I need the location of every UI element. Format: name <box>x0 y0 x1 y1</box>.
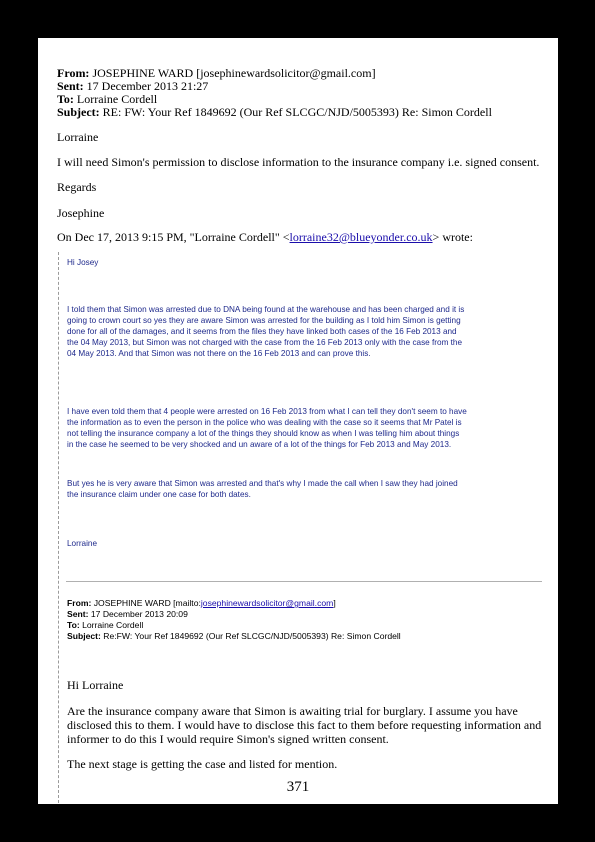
quoted-para2-line: I have even told them that 4 people were arrested on 16 Feb 2013 from what I can tell they don't seem to have <box>67 407 467 416</box>
forwarded-para1-line: Are the insurance company aware that Simon is awaiting trial for burglary. I assume you have <box>67 704 518 718</box>
reply-regards: Regards <box>57 180 97 194</box>
quoted-para1-line: done for all of the damages, and it seems from the files they have linked both cases of the 16 Feb 2013 and <box>67 327 457 336</box>
header-sent: Sent: 17 December 2013 21:27 <box>57 79 209 93</box>
forwarded-para1-line: disclosed this to them. I would have to disclose this fact to them before requesting information and <box>67 718 542 732</box>
forwarded-subject: Subject: Re:FW: Your Ref 1849692 (Our Ref SLCGC/NJD/5005393) Re: Simon Cordell <box>67 631 401 641</box>
quoted-para1-line: the 04 May 2013, but Simon was not charged with the case from the 16 Feb 2013 only with the case from the <box>67 338 463 347</box>
reply-salutation: Lorraine <box>57 130 99 144</box>
quoted-greeting: Hi Josey <box>67 258 99 267</box>
divider <box>66 581 542 582</box>
quoted-message <box>58 252 543 803</box>
header-to: To: Lorraine Cordell <box>57 92 158 106</box>
forwarded-greeting: Hi Lorraine <box>67 678 124 692</box>
forwarded-to: To: Lorraine Cordell <box>67 620 144 630</box>
quoted-signoff: Lorraine <box>67 539 98 548</box>
email-link-josephine[interactable]: josephinewardsolicitor@gmail.com <box>200 598 334 608</box>
quoted-para2-line: in the case he seemed to be very shocked and un aware of a lot of the things for Feb 2013 and May 2013. <box>67 440 452 449</box>
quoted-para1-line: 04 May 2013. And that Simon was not there on the 16 Feb 2013 and can prove this. <box>67 349 371 358</box>
forwarded-para1-line: informer to do this I would require Simon's signed written consent. <box>67 732 389 746</box>
page-number: 371 <box>286 779 310 795</box>
quoted-para2-line: the information as to even the person in the police who was dealing with the case so it seems that Mr Patel is <box>67 418 462 427</box>
document-page <box>38 38 558 804</box>
reply-wrote-line: On Dec 17, 2013 9:15 PM, "Lorraine Cordell" <lorraine32@blueyonder.co.uk> wrote: <box>57 230 473 244</box>
quoted-para3-line: the insurance claim under one case for both dates. <box>67 490 251 499</box>
header-subject: Subject: RE: FW: Your Ref 1849692 (Our Ref SLCGC/NJD/5005393) Re: Simon Cordell <box>57 105 492 119</box>
email-link-lorraine[interactable]: lorraine32@blueyonder.co.uk <box>289 230 433 244</box>
quoted-para2-line: not telling the insurance company a lot of the things they should know as when I was telling him about things <box>67 429 460 438</box>
reply-signature: Josephine <box>57 206 105 220</box>
forwarded-para2: The next stage is getting the case and listed for mention. <box>67 757 338 771</box>
header-from: From: JOSEPHINE WARD [josephinewardsolicitor@gmail.com] <box>57 66 376 80</box>
quoted-para1-line: going to crown court so yes they are aware Simon was arrested for the building as I told him Simon is getting <box>67 316 461 325</box>
quoted-para3-line: But yes he is very aware that Simon was arrested and that's why I made the call when I saw they had joined <box>67 479 458 488</box>
quoted-para1-line: I told them that Simon was arrested due to DNA being found at the warehouse and has been charged and it is <box>67 305 465 314</box>
forwarded-sent: Sent: 17 December 2013 20:09 <box>67 609 188 619</box>
reply-body: I will need Simon's permission to disclose information to the insurance company i.e. signed consent. <box>57 155 540 169</box>
forwarded-from: From: JOSEPHINE WARD [mailto:josephinewardsolicitor@gmail.com] <box>67 598 336 608</box>
